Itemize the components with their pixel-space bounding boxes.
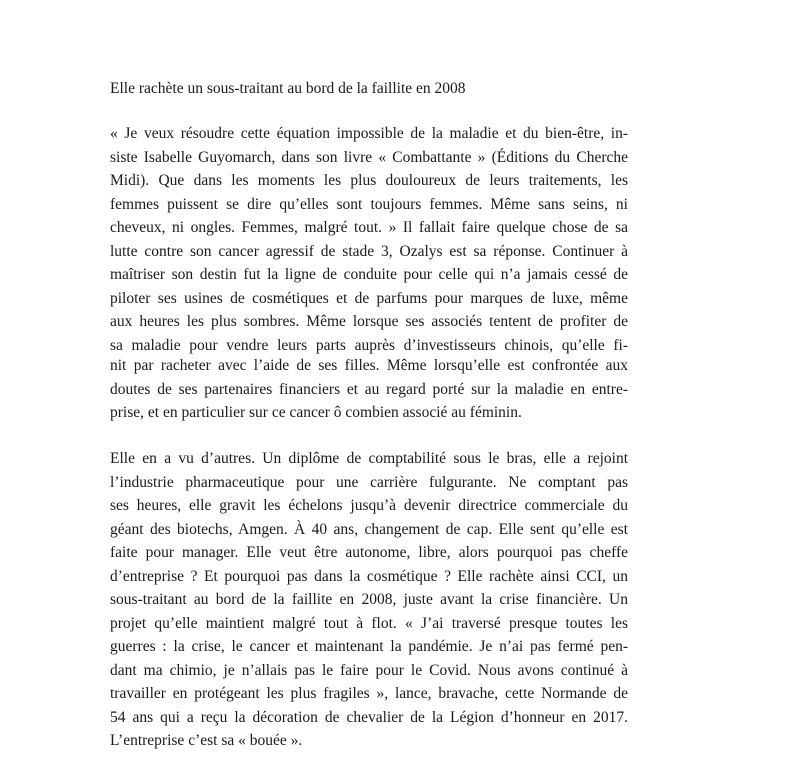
text-line: dant ma chimio, je n’allais pas le faire pour le Covid. Nous avons continué à xyxy=(110,661,628,679)
text-line: l’industrie pharmaceutique pour une carrière fulgurante. Ne comptant pas xyxy=(110,473,628,491)
text-line: lutte contre son cancer agressif de stade 3, Ozalys est sa réponse. Continuer à xyxy=(110,242,628,260)
text-line: sous-traitant au bord de la faillite en 2008, juste avant la crise financière. Un xyxy=(110,591,628,608)
text-line: travailler en protégeant les plus fragiles », lance, bravache, cette Normande de xyxy=(110,685,628,702)
text-line: doutes de ses partenaires financiers et au regard porté sur la maladie en entre- xyxy=(110,380,628,398)
text-line: prise, et en particulier sur ce cancer ô combien associé au féminin. xyxy=(110,404,522,421)
paragraph-1 xyxy=(110,122,628,357)
text-line: maîtriser son destin fut la ligne de conduite pour celle qui n’a jamais cessé de xyxy=(110,266,628,283)
text-line: 54 ans qui a reçu la décoration de chevalier de la Légion d’honneur en 2017. xyxy=(110,708,628,726)
text-line: d’entreprise ? Et pourquoi pas dans la cosmétique ? Elle rachète ainsi CCI, un xyxy=(110,567,628,585)
text-line: géant des biotechs, Amgen. À 40 ans, changement de cap. Elle sent qu’elle est xyxy=(110,520,628,538)
text-line: sa maladie pour vendre leurs parts auprès d’investisseurs chinois, qu’elle fi- xyxy=(110,336,628,354)
text-line: cheveux, ni ongles. Femmes, malgré tout. » Il fallait faire quelque chose de sa xyxy=(110,219,628,236)
text-line: ses heures, elle gravit les échelons jusqu’à devenir directrice commerciale du xyxy=(110,497,628,514)
text-line: Midi). Que dans les moments les plus douloureux de leurs traitements, les xyxy=(110,172,628,189)
text-line: nit par racheter avec l’aide de ses filles. Même lorsqu’elle est confrontée aux xyxy=(110,357,628,374)
text-line: femmes puissent se dire qu’elles sont toujours femmes. Même sans seins, ni xyxy=(110,195,628,213)
text-line: faite pour manager. Elle veut être autonome, libre, alors pourquoi pas cheffe xyxy=(110,544,628,561)
text-line: piloter ses usines de cosmétiques et de parfums pour marques de luxe, même xyxy=(110,289,628,307)
text-line: siste Isabelle Guyomarch, dans son livre « Combattante » (Éditions du Cherche xyxy=(110,148,628,166)
text-line: Elle en a vu d’autres. Un diplôme de comptabilité sous le bras, elle a rejoint xyxy=(110,450,628,467)
text-line: guerres : la crise, le cancer et maintenant la pandémie. Je n’ai pas fermé pen- xyxy=(110,638,628,655)
section-heading: Elle rachète un sous-traitant au bord de la faillite en 2008 xyxy=(110,80,466,97)
paragraph-1-continued xyxy=(110,354,628,425)
text-line: L’entreprise c’est sa « bouée ». xyxy=(110,732,303,749)
paragraph-2 xyxy=(110,447,628,753)
text-line: « Je veux résoudre cette équation impossible de la maladie et du bien-être, in- xyxy=(110,125,628,142)
text-line: aux heures les plus sombres. Même lorsque ses associés tentent de profiter de xyxy=(110,313,628,330)
text-line: projet qu’elle maintient malgré tout à flot. « J’ai traversé presque toutes les xyxy=(110,614,628,632)
